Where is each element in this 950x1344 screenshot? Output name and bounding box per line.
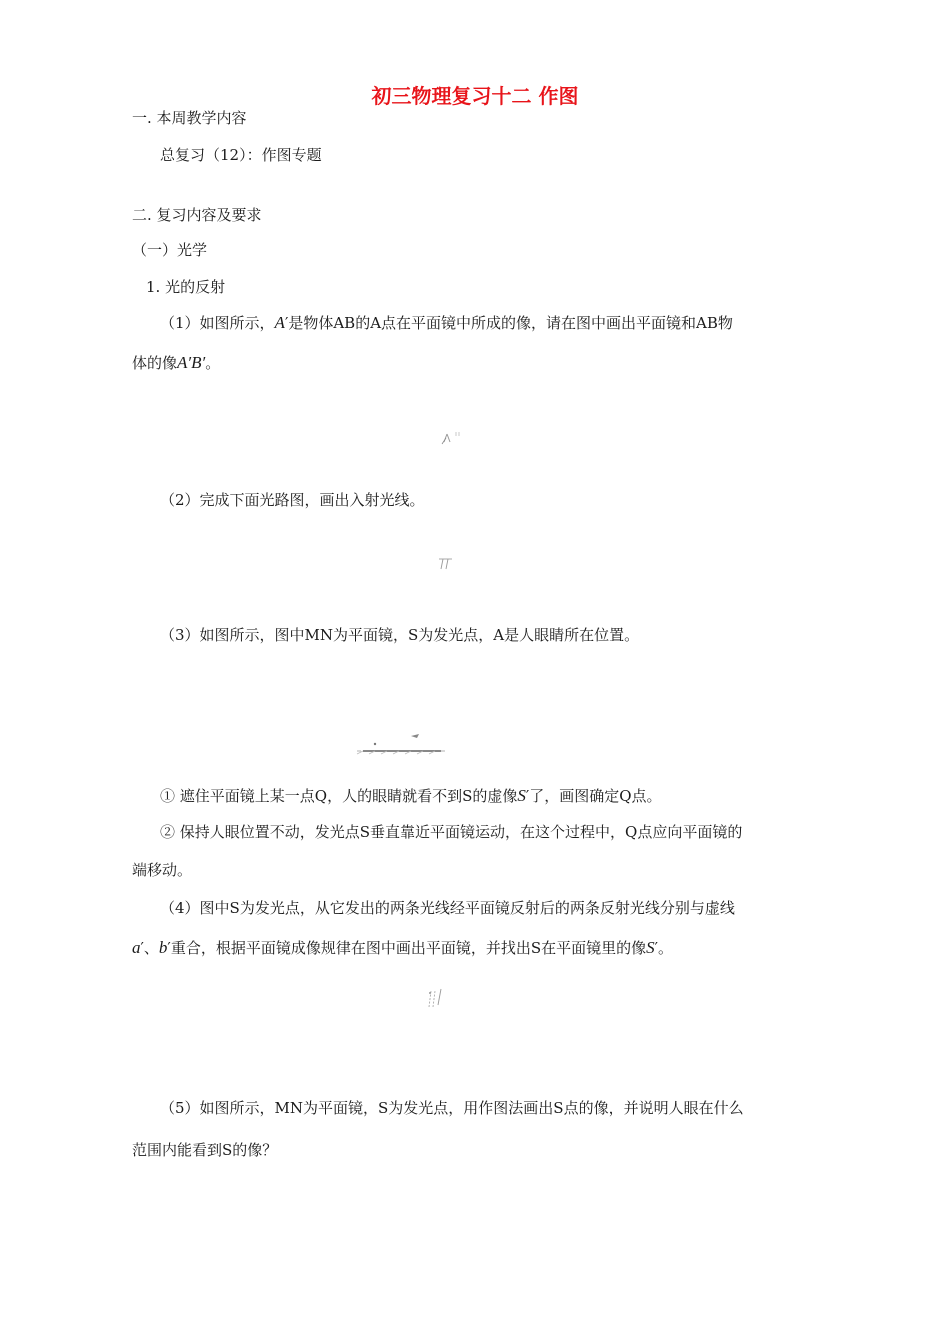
q1-text-d: 。 [205, 354, 221, 372]
q4-figure [424, 985, 446, 1011]
subsection-optics: （一）光学 [132, 241, 208, 259]
item-reflection: 1. 光的反射 [146, 278, 226, 296]
q4-prime-b: ′ [167, 939, 171, 957]
q3-prime-mark: ′ [525, 787, 530, 805]
page-title: 初三物理复习十二 作图 [371, 84, 579, 108]
q3-sub1-text-b: 了，画图确定Q点。 [529, 787, 662, 805]
q4-prime-s: ′ [654, 939, 659, 957]
q4-prime-a: ′ [140, 939, 144, 957]
q1-line1 [160, 313, 733, 333]
q4-symbol-s-prime: S [646, 938, 655, 957]
q1-prime-mark: ′ [284, 314, 289, 332]
q1-symbol-a-prime: A [274, 313, 285, 332]
q1-line2 [132, 353, 220, 373]
q3-sub1-text-a: ① 遮住平面镜上某一点Q，人的眼睛就看不到S的虚像 [160, 787, 518, 805]
q2-text: （2）完成下面光路图，画出入射光线。 [160, 491, 425, 509]
q3-sub1 [160, 786, 662, 806]
q5-line2: 范围内能看到S的像？ [132, 1141, 278, 1159]
q1-symbol-ab-prime: A′B′ [177, 353, 206, 372]
q3-text: （3）如图所示，图中MN为平面镜，S为发光点，A是人眼睛所在位置。 [160, 626, 640, 644]
q3-sub2: ② 保持人眼位置不动，发光点S垂直靠近平面镜运动，在这个过程中，Q点应向平面镜的 [160, 823, 743, 841]
q3-figure [355, 730, 447, 756]
q4-symbol-a-prime: a [132, 938, 141, 957]
q1-text-b: 是物体AB的A点在平面镜中所成的像，请在图中画出平面镜和AB物 [288, 314, 733, 332]
q4-end: 。 [658, 939, 674, 957]
q3-sub2-cont: 端移动。 [132, 861, 193, 879]
section1-content: 总复习（12）：作图专题 [160, 146, 322, 164]
q4-line2 [132, 938, 673, 958]
q5-line1: （5）如图所示，MN为平面镜，S为发光点，用作图法画出S点的像，并说明人眼在什么 [160, 1099, 744, 1117]
q1-text-c: 体的像 [132, 354, 178, 372]
section1-heading: 一. 本周教学内容 [132, 109, 247, 127]
q4-separator: 、 [143, 939, 159, 957]
section2-heading: 二. 复习内容及要求 [132, 206, 262, 224]
q4-symbol-b-prime: b [158, 938, 168, 957]
q3-symbol-s-prime: S [517, 786, 526, 805]
q1-text-a: （1）如图所示， [160, 314, 275, 332]
q2-figure [437, 557, 455, 571]
q1-figure [438, 428, 468, 450]
q4-line1: （4）图中S为发光点，从它发出的两条光线经平面镜反射后的两条反射光线分别与虚线 [160, 899, 735, 917]
q4-text: 重合，根据平面镜成像规律在图中画出平面镜，并找出S在平面镜里的像 [170, 939, 647, 957]
